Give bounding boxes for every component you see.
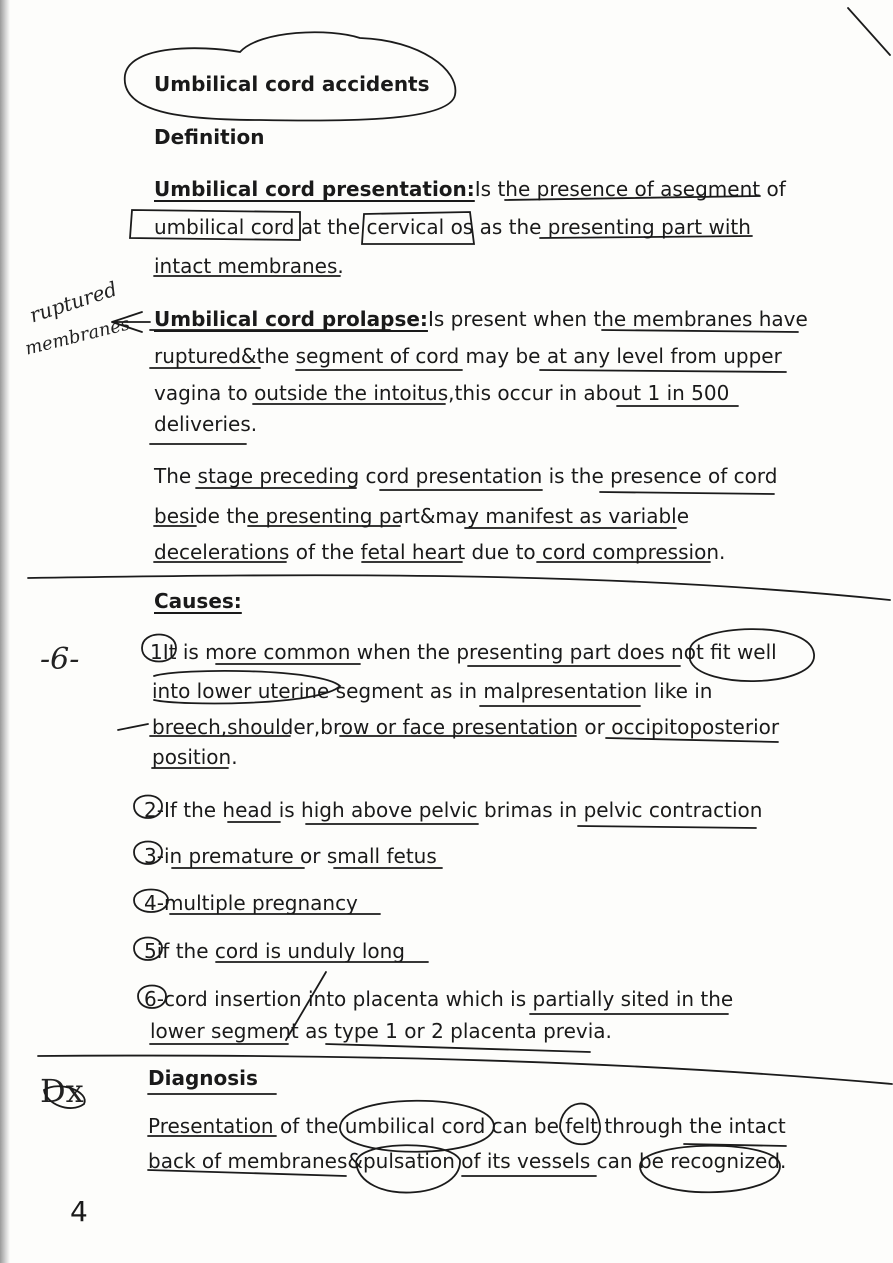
presentation-line-3: intact membranes. [154,254,344,278]
prolapse-line-1 [154,306,808,332]
prolapse-term: Umbilical cord prolapse: [154,307,428,331]
presentation-line-1 [154,176,786,202]
preceding-line-2: beside the presenting part&may manifest as variable [154,504,690,528]
cause-4-text: -multiple pregnancy [156,891,358,915]
presentation-line-2: umbilical cord at the cervical os as the presenting part with [154,215,751,239]
cause-5-number: 5 [144,939,157,963]
preceding-line-3: decelerations of the fetal heart due to cord compression. [154,540,726,564]
cause-2-number: 2 [144,798,157,822]
cause-4 [144,890,358,916]
cause-1-line-2: into lower uterine segment as in malpresentation like in [152,679,713,703]
cause-5-text: if the cord is unduly long [156,939,405,963]
corner-mark [848,8,890,55]
cause-3-number: 3 [144,844,157,868]
cause-5 [144,938,405,964]
cause-4-number: 4 [144,891,157,915]
cause-6-line-1 [144,986,733,1012]
handwritten-causes-count: -6- [40,642,80,677]
cause-2-text: -If the head is high above pelvic brimas in pelvic contraction [156,798,763,822]
definition-heading: Definition [154,125,265,149]
cause-1-text: It is more common when the presenting part does not fit well [162,640,777,664]
presentation-text: Is the presence of asegment of [474,177,786,201]
handwritten-ruptured: ruptured [26,276,120,328]
diagnosis-line-2: back of membranes&pulsation of its vessels can be recognized. [148,1149,787,1173]
cause-1-line-4: position. [152,745,238,769]
prolapse-line-3: vagina to outside the intoitus,this occur in about 1 in 500 [154,381,730,405]
prolapse-line-2: ruptured&the segment of cord may be at any level from upper [154,344,782,368]
prolapse-text: Is present when the membranes have [427,307,808,331]
cause-3 [144,843,437,869]
page-number: 4 [70,1195,88,1228]
cause-1-line-1 [150,639,777,665]
cause-2 [144,797,762,823]
diagnosis-heading: Diagnosis [148,1066,258,1090]
handwritten-membranes: membranes [23,313,133,360]
page-title: Umbilical cord accidents [154,72,430,96]
preceding-line-1: The stage preceding cord presentation is the presence of cord [154,464,778,488]
handwritten-dx: Dx [40,1072,84,1110]
scan-edge-shadow [0,0,10,1263]
presentation-term: Umbilical cord presentation: [154,177,475,201]
cause-6-line-2: lower segment as type 1 or 2 placenta previa. [150,1019,612,1043]
diagnosis-line-1: Presentation of the umbilical cord can be felt through the intact [148,1114,786,1138]
cause-6-number: 6 [144,987,157,1011]
cause-6-text: -cord insertion into placenta which is partially sited in the [156,987,734,1011]
cause-1-number: 1 [150,640,163,664]
causes-heading: Causes: [154,589,242,613]
cause-3-text: -in premature or small fetus [156,844,437,868]
prolapse-line-4: deliveries. [154,412,258,436]
cause-1-line-3: breech,shoulder,brow or face presentation or occipitoposterior [152,715,780,739]
dash-cause-1 [118,724,148,730]
